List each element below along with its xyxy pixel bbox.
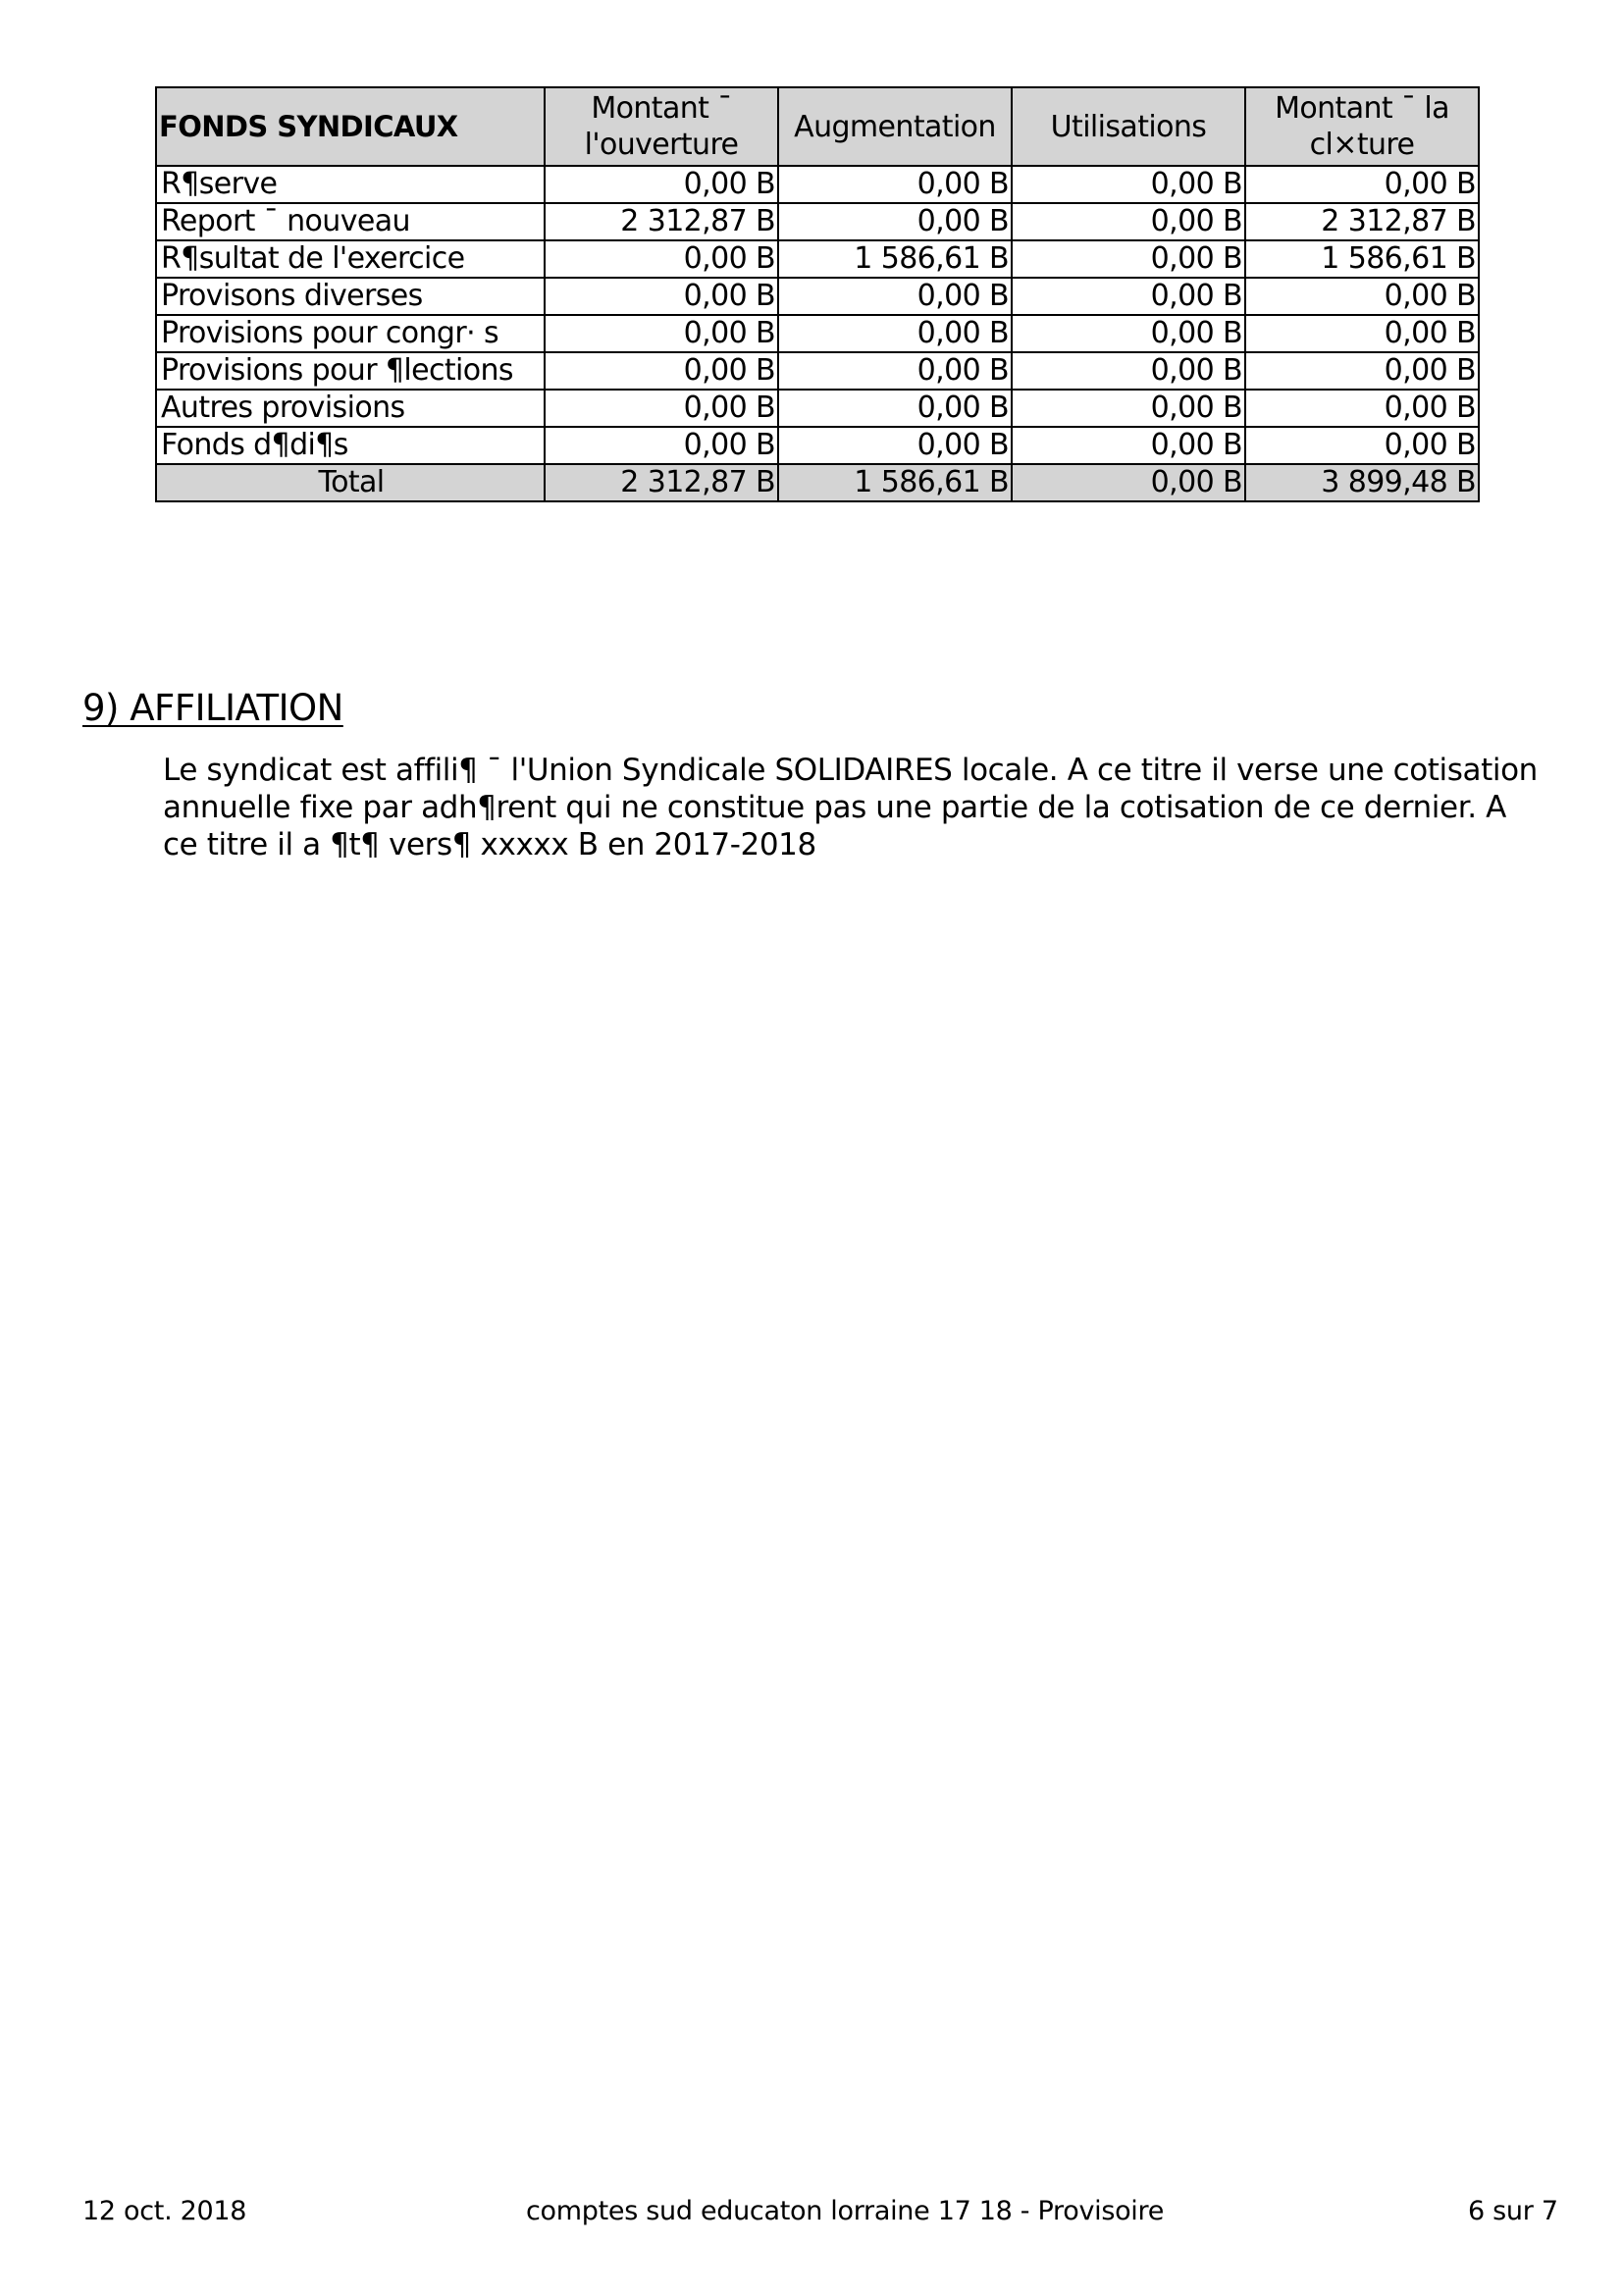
- total-label-cell: Total: [156, 464, 545, 501]
- amount-cell: 0,00 B: [1012, 278, 1245, 315]
- amount-cell: 0,00 B: [1012, 240, 1245, 278]
- amount-cell: 0,00 B: [1245, 278, 1479, 315]
- amount-cell: 0,00 B: [778, 203, 1012, 240]
- funds-table-body: [156, 166, 1479, 501]
- table-total-row: [156, 464, 1479, 501]
- row-label-cell: R¶serve: [156, 166, 545, 203]
- amount-cell: 0,00 B: [545, 315, 778, 352]
- footer-date: 12 oct. 2018: [82, 2196, 247, 2226]
- row-label-cell: R¶sultat de l'exercice: [156, 240, 545, 278]
- amount-cell: 0,00 B: [545, 278, 778, 315]
- section-title: 9) AFFILIATION: [82, 687, 343, 729]
- table-row: [156, 278, 1479, 315]
- footer-document-title: comptes sud educaton lorraine 17 18 - Provisoire: [526, 2196, 1165, 2226]
- section-paragraph: Le syndicat est affili¶ ¯ l'Union Syndicale SOLIDAIRES locale. A ce titre il verse une cotisation annuelle fixe par adh¶rent qui ne constitue pas une partie de la cotisation de ce dernier. A ce titre il a ¶t¶ vers¶ xxxxx B en 2017-2018: [163, 753, 1538, 862]
- amount-cell: 0,00 B: [545, 166, 778, 203]
- amount-cell: 0,00 B: [545, 352, 778, 390]
- amount-cell: 0,00 B: [1012, 352, 1245, 390]
- table-row: [156, 240, 1479, 278]
- amount-cell: 0,00 B: [545, 390, 778, 427]
- column-header-closing: Montant ¯ la cl×ture: [1245, 87, 1479, 166]
- table-row: [156, 203, 1479, 240]
- total-amount-cell: 3 899,48 B: [1245, 464, 1479, 501]
- row-label-cell: Fonds d¶di¶s: [156, 427, 545, 464]
- amount-cell: 0,00 B: [778, 278, 1012, 315]
- table-row: [156, 352, 1479, 390]
- amount-cell: 0,00 B: [778, 390, 1012, 427]
- table-row: [156, 166, 1479, 203]
- funds-table: [155, 86, 1480, 502]
- table-header-row: [156, 87, 1479, 166]
- amount-cell: 0,00 B: [778, 315, 1012, 352]
- total-amount-cell: 0,00 B: [1012, 464, 1245, 501]
- row-label-cell: Provisions pour ¶lections: [156, 352, 545, 390]
- amount-cell: 0,00 B: [1012, 427, 1245, 464]
- amount-cell: 1 586,61 B: [1245, 240, 1479, 278]
- column-header-uses: Utilisations: [1012, 87, 1245, 166]
- amount-cell: 0,00 B: [545, 240, 778, 278]
- amount-cell: 0,00 B: [1012, 203, 1245, 240]
- amount-cell: 2 312,87 B: [1245, 203, 1479, 240]
- table-row: [156, 390, 1479, 427]
- row-label-cell: Report ¯ nouveau: [156, 203, 545, 240]
- amount-cell: 0,00 B: [1012, 390, 1245, 427]
- amount-cell: 0,00 B: [1245, 390, 1479, 427]
- amount-cell: 0,00 B: [778, 427, 1012, 464]
- footer-page-number: 6 sur 7: [1468, 2196, 1558, 2226]
- amount-cell: 0,00 B: [1012, 315, 1245, 352]
- amount-cell: 0,00 B: [1245, 315, 1479, 352]
- amount-cell: 0,00 B: [1012, 166, 1245, 203]
- amount-cell: 2 312,87 B: [545, 203, 778, 240]
- amount-cell: 0,00 B: [778, 352, 1012, 390]
- amount-cell: 1 586,61 B: [778, 240, 1012, 278]
- table-row: [156, 427, 1479, 464]
- amount-cell: 0,00 B: [545, 427, 778, 464]
- amount-cell: 0,00 B: [1245, 166, 1479, 203]
- column-header-opening: Montant ¯ l'ouverture: [545, 87, 778, 166]
- row-label-cell: Provisions pour congr· s: [156, 315, 545, 352]
- row-label-cell: Autres provisions: [156, 390, 545, 427]
- row-label-cell: Provisons diverses: [156, 278, 545, 315]
- table-row: [156, 315, 1479, 352]
- amount-cell: 0,00 B: [778, 166, 1012, 203]
- column-header-increase: Augmentation: [778, 87, 1012, 166]
- total-amount-cell: 1 586,61 B: [778, 464, 1012, 501]
- amount-cell: 0,00 B: [1245, 352, 1479, 390]
- amount-cell: 0,00 B: [1245, 427, 1479, 464]
- total-amount-cell: 2 312,87 B: [545, 464, 778, 501]
- column-header-fonds: FONDS SYNDICAUX: [156, 87, 545, 166]
